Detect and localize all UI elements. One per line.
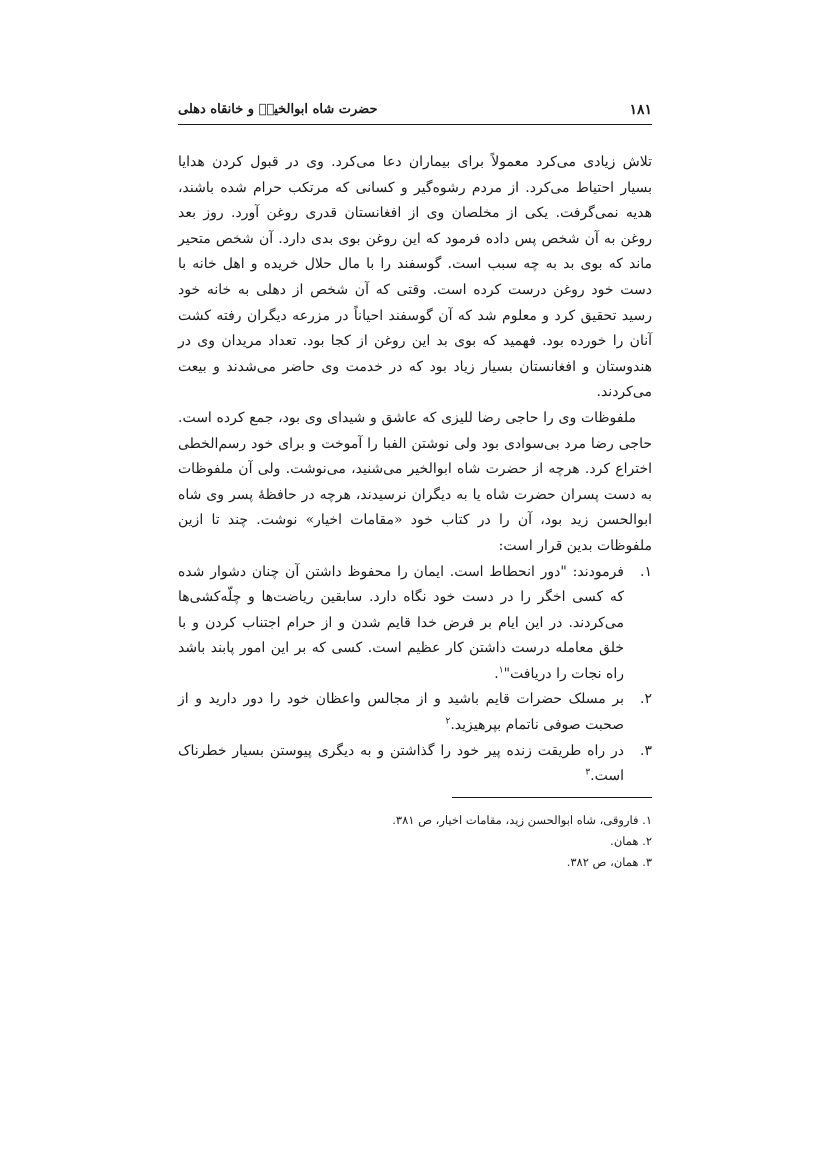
list-item-number: ۳. xyxy=(640,742,652,759)
paragraph: تلاش زیادی می‌کرد معمولاً برای بیماران دعا می‌کرد. وی در قبول کردن هدایا بسیار احتیاط می‌کرد. از مردم رشوه‌گیر و کسانی که مرتکب حرام شده باشند، هدیه نمی‌گرفت. یکی از مخلصان وی از افغانستان قدری روغن آورد. روز بعد روغن به آن شخص پس داده فرمود که این روغن بوی بدی دارد. آن شخص متحیر ماند که بوی بد به چه سبب است. گوسفند را با مال حلال خریده و اهل خانه با دست خود روغن درست کرده است. وقتی که آن شخص از دهلی به خانه خود رسید تحقیق کرد و معلوم شد که آن گوسفند احیاناً در مزرعه دیگران رفته کشت آنان را خورده بود. فهمید که بوی بد این روغن از کجا بود. تعداد مریدان وی در هندوستان و افغانستان بسیار زیاد بود که در خدمت وی حاضر می‌شدند و بیعت می‌کردند. xyxy=(178,154,652,401)
footnote: ۳. همان، ص ۳۸۲. xyxy=(566,855,652,869)
footnote-ref[interactable]: ۳ xyxy=(585,767,591,778)
footnote-ref[interactable]: ۲ xyxy=(445,716,451,727)
page-number: ۱۸۱ xyxy=(629,102,652,118)
page-header xyxy=(178,100,652,126)
footnote-ref[interactable]: ۱ xyxy=(498,665,504,676)
footnotes xyxy=(178,810,652,873)
header-rule xyxy=(178,124,652,125)
list-item-text: فرمودند: "دور انحطاط است. ایمان را محفوظ داشتن آن چنان دشوار شده که کسی اخگر را در دست خود نگاه دارد. سابقین ریاضت‌ها و چلّه‌کشی‌ها می‌کردند. در این ایام بر فرض خدا قایم شدن و از حرام اجتناب کردن و با خلق معامله درست داشتن کار عظیم است. کسی که بر این امور پابند باشد راه نجات را دریافت" xyxy=(178,563,624,682)
list-item-number: ۱. xyxy=(640,563,652,580)
main-text xyxy=(178,150,652,790)
footnote: ۲. همان. xyxy=(610,834,652,848)
list-item-number: ۲. xyxy=(640,691,652,708)
list-item: ۱. فرمودند: "دور انحطاط است. ایمان را محفوظ داشتن آن چنان دشوار شده که کسی اخگر را در دست خود نگاه دارد. سابقین ریاضت‌ها و چلّه‌کشی‌ها می‌کردند. در این ایام بر فرض خدا قایم شدن و از حرام اجتناب کردن و با خلق معامله درست داشتن کار عظیم است. کسی که بر این امور پابند باشد راه نجات را دریافت"$^۱$. xyxy=(178,560,652,688)
running-title: حضرت شاه ابوالخیرؒ و خانقاه دهلی xyxy=(178,102,378,117)
paragraph: ملفوظات وی را حاجی رضا للیزی که عاشق و شیدای وی بود، جمع کرده است. حاجی رضا مرد بی‌سوادی بود ولی نوشتن الفبا را آموخت و برای خود رسم‌الخطی اختراع کرد. هرچه از حضرت شاه ابوالخیر می‌شنید، می‌نوشت. ولی آن ملفوظات به دست پسران حضرت شاه یا به دیگران نرسیدند، هرچه در حافظهٔ پسر وی شاه ابوالحسن زید بود، آن را در کتاب خود «مقامات اخیار» نوشت. چند تا ازین ملفوظات بدین قرار است: xyxy=(178,409,652,554)
sayings-list xyxy=(178,560,652,790)
list-item xyxy=(178,739,652,790)
list-item-text: بر مسلک حضرات قایم باشید و از مجالس واعظان خود را دور دارید و از صحبت صوفی ناتمام بپرهیزید. xyxy=(178,691,624,734)
footnote: ۱. فاروقی، شاه ابوالحسن زید، مقامات اخیار، ص ۳۸۱. xyxy=(392,813,652,827)
list-item xyxy=(178,687,652,738)
list-item-text: در راه طریقت زنده پیر خود را گذاشتن و به دیگری پیوستن بسیار خطرناک است. xyxy=(178,742,625,785)
footnote-rule xyxy=(452,797,652,798)
